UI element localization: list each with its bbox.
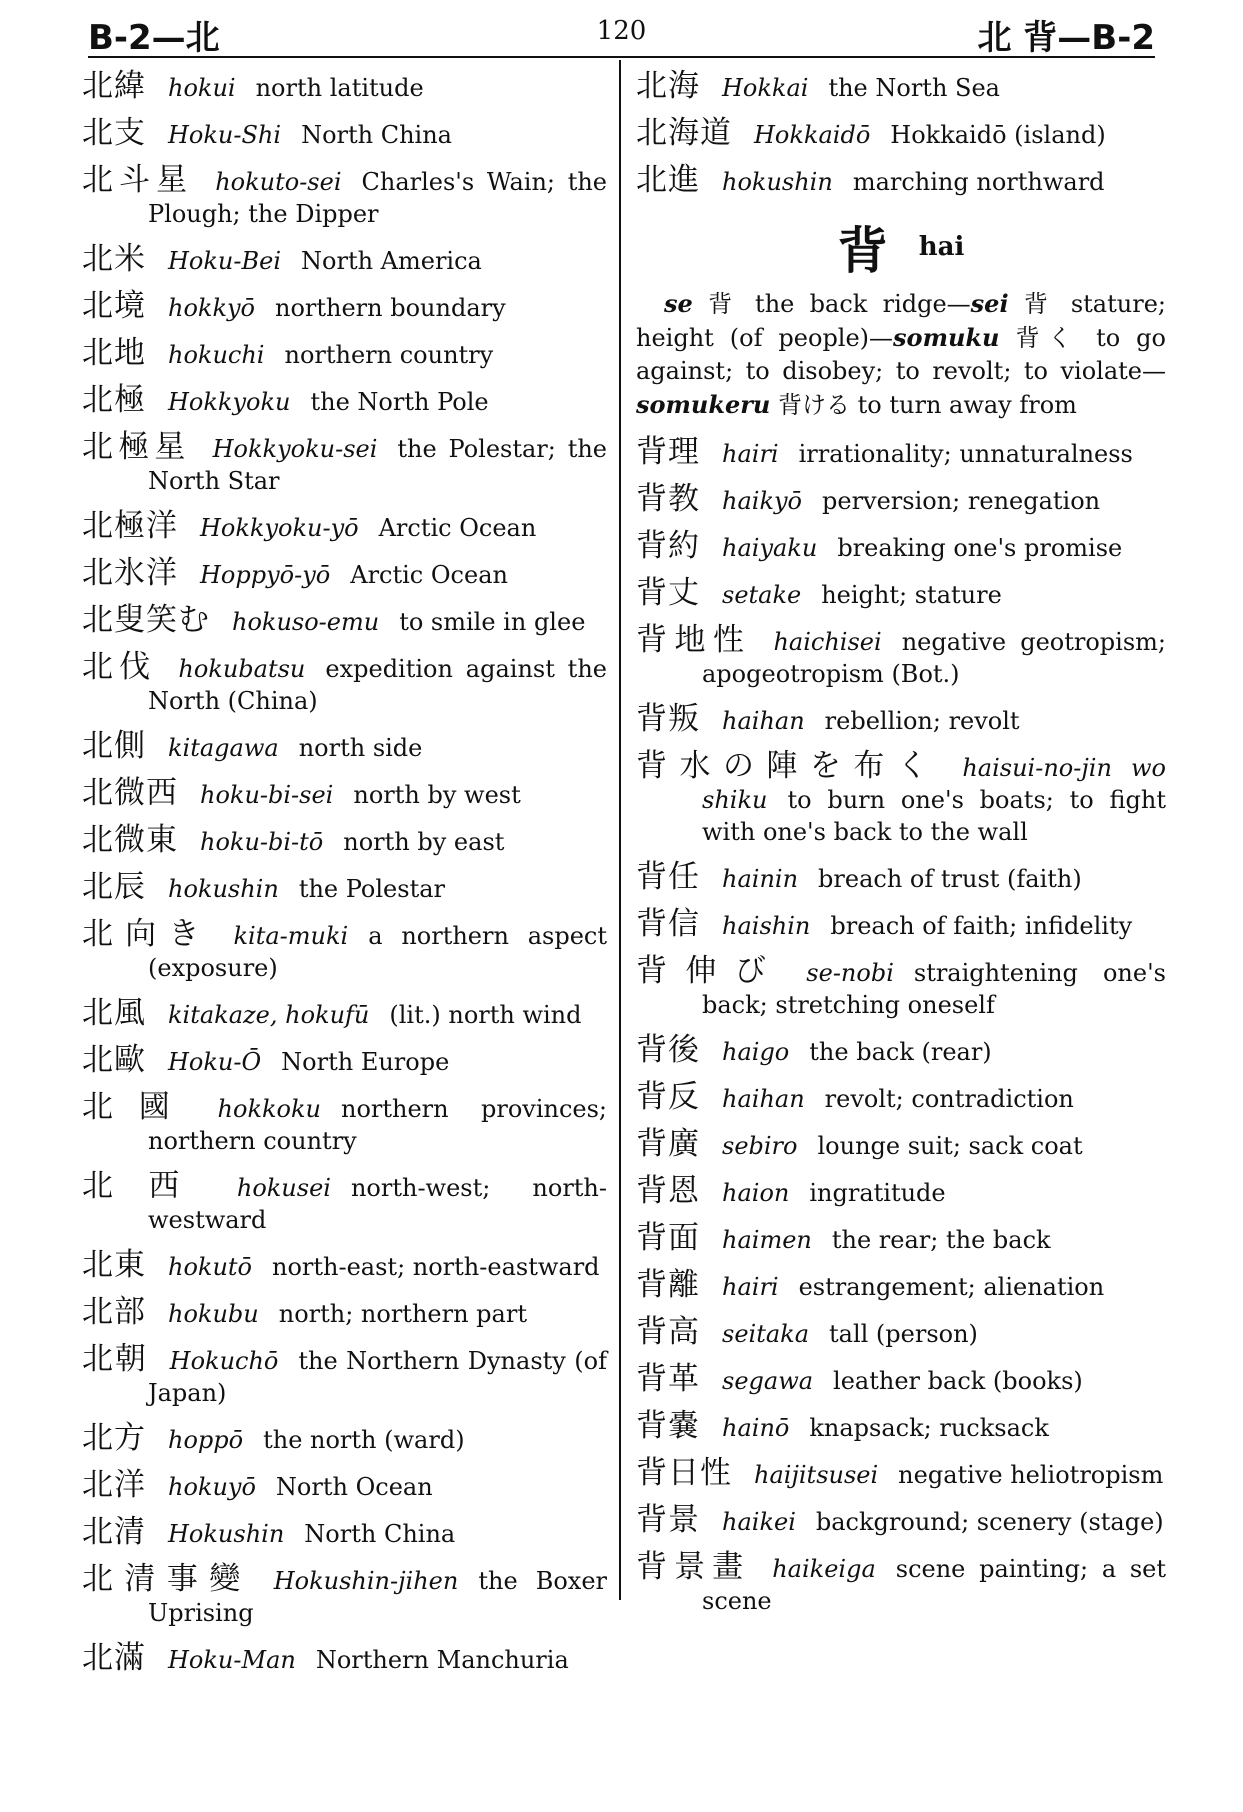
dictionary-entry [82, 824, 607, 858]
entry-romaji: se-nobi [806, 959, 894, 987]
entry-gloss: the rear; the back [831, 1226, 1051, 1254]
dictionary-entry [82, 164, 607, 230]
dictionary-entry [636, 1551, 1166, 1617]
dictionary-entry [82, 651, 607, 717]
entry-romaji: hokuto-sei [215, 168, 342, 196]
header-right-section: 北 背—B-2 [977, 18, 1155, 58]
entry-headword: 背約 [636, 528, 700, 564]
entry-gloss: Arctic Ocean [350, 561, 508, 589]
entry-headword: 北朝 [82, 1341, 148, 1377]
entry-gloss: ingratitude [809, 1179, 946, 1207]
dictionary-entry [82, 1469, 607, 1503]
header-left-section: B-2—北 [88, 18, 220, 58]
entry-gloss: perversion; renegation [822, 487, 1101, 515]
entry-romaji: hokuso-emu [232, 608, 380, 636]
entry-romaji: Hoku-Bei [168, 247, 282, 275]
entry-headword: 背高 [636, 1314, 700, 1350]
entry-headword: 北方 [82, 1420, 146, 1456]
dictionary-entry [82, 1170, 607, 1236]
entry-gloss: irrationality; unnaturalness [798, 440, 1133, 468]
entry-gloss: expedition against the North (China) [148, 655, 607, 715]
dictionary-entry [636, 955, 1166, 1021]
entry-headword: 背景 [636, 1502, 700, 1538]
entry-headword: 背景畫 [636, 1549, 751, 1585]
dictionary-entry [82, 1343, 607, 1409]
dictionary-entry [82, 730, 607, 764]
entry-romaji: haikyō [722, 487, 802, 515]
intro-romaji-4: somukeru [636, 390, 771, 419]
dictionary-entry [82, 1642, 607, 1676]
entry-romaji: Hoku-Shi [168, 121, 282, 149]
entry-romaji: haisui-no-jin wo shiku [702, 754, 1166, 814]
entry-romaji: hokkoku [217, 1095, 321, 1123]
entry-headword: 背廣 [636, 1126, 700, 1162]
entry-headword: 北進 [636, 162, 700, 198]
dictionary-entry [636, 908, 1166, 942]
entry-headword: 北歐 [82, 1042, 146, 1078]
entry-gloss: marching northward [852, 168, 1105, 196]
entry-gloss: height; stature [821, 581, 1002, 609]
entry-headword: 背理 [636, 434, 700, 470]
dictionary-entry [636, 1034, 1166, 1068]
section-kanji: 背 [837, 222, 888, 280]
entry-headword: 背日性 [636, 1455, 732, 1491]
entry-gloss: scene painting; a set scene [702, 1555, 1166, 1615]
dictionary-entry [636, 436, 1166, 470]
entry-gloss: rebellion; revolt [824, 707, 1020, 735]
entry-romaji: setake [722, 581, 802, 609]
dictionary-entry [82, 918, 607, 984]
entry-gloss: the North Sea [828, 74, 1000, 102]
entry-romaji: Hoku-Ō [168, 1048, 262, 1076]
dictionary-entry [82, 1249, 607, 1283]
column-divider [619, 60, 621, 1600]
section-heading [636, 211, 1166, 280]
entry-romaji: Hoku-Man [168, 1646, 296, 1674]
entry-headword: 北伐 [82, 649, 157, 685]
header-rule [88, 56, 1155, 58]
entry-headword: 北極 [82, 382, 146, 418]
entry-headword: 背離 [636, 1267, 700, 1303]
entry-romaji: hokusei [236, 1174, 331, 1202]
dictionary-entry [636, 750, 1166, 848]
dictionary-entry [636, 1410, 1166, 1444]
entry-headword: 背面 [636, 1220, 700, 1256]
entry-romaji: Hokushin [168, 1520, 285, 1548]
dictionary-entry [636, 1316, 1166, 1350]
entry-gloss: breach of faith; infidelity [830, 912, 1133, 940]
entry-gloss: the Polestar [298, 875, 445, 903]
entry-gloss: estrangement; alienation [798, 1273, 1105, 1301]
dictionary-entry [636, 1269, 1166, 1303]
entry-romaji: hokui [168, 74, 236, 102]
dictionary-entry [82, 1422, 607, 1456]
entry-gloss: lounge suit; sack coat [817, 1132, 1083, 1160]
entry-headword: 北叟笑む [82, 602, 210, 638]
entry-gloss: north by east [343, 828, 505, 856]
dictionary-entry [82, 557, 607, 591]
entry-headword: 背教 [636, 481, 700, 517]
entry-gloss: tall (person) [829, 1320, 978, 1348]
dictionary-entry [82, 1091, 607, 1157]
entry-headword: 背革 [636, 1361, 700, 1397]
dictionary-entry [636, 1363, 1166, 1397]
entry-headword: 北風 [82, 995, 146, 1031]
entry-gloss: to smile in glee [399, 608, 586, 636]
entry-gloss: north latitude [255, 74, 424, 102]
entry-headword: 北支 [82, 115, 146, 151]
entry-headword: 北清事變 [82, 1561, 252, 1597]
entry-romaji: kitakaze, hokufū [168, 1001, 370, 1029]
entry-gloss: breach of trust (faith) [818, 865, 1082, 893]
entry-gloss: breaking one's promise [837, 534, 1123, 562]
dictionary-entry [82, 243, 607, 277]
entry-headword: 背伸び [636, 953, 785, 989]
entry-gloss: north-west; north-westward [148, 1174, 607, 1234]
intro-romaji-1: se [664, 289, 693, 318]
entry-headword: 北極洋 [82, 508, 178, 544]
entry-romaji: hokutō [168, 1253, 252, 1281]
entry-gloss: the Boxer Uprising [148, 1567, 607, 1627]
entry-headword: 北氷洋 [82, 555, 178, 591]
entry-romaji: hairi [722, 440, 779, 468]
entry-romaji: hokkyō [168, 294, 255, 322]
entry-romaji: haihan [722, 707, 805, 735]
entry-gloss: North Ocean [275, 1473, 433, 1501]
entry-romaji: hainō [722, 1414, 790, 1442]
entry-headword: 北微西 [82, 775, 178, 811]
dictionary-entry [82, 997, 607, 1031]
entry-romaji: hokuyō [168, 1473, 256, 1501]
entry-romaji: Hokkaidō [754, 121, 871, 149]
entry-headword: 北境 [82, 288, 146, 324]
dictionary-entry [636, 483, 1166, 517]
entry-headword: 北米 [82, 241, 146, 277]
entry-gloss: Hokkaidō (island) [890, 121, 1106, 149]
entry-gloss: the Polestar; the North Star [148, 435, 607, 495]
entry-headword: 北地 [82, 335, 146, 371]
intro-kanji-4: 背ける [778, 391, 850, 419]
dictionary-entry [636, 1457, 1166, 1491]
entry-headword: 背丈 [636, 575, 700, 611]
page-header [88, 10, 1155, 58]
entry-headword: 背反 [636, 1079, 700, 1115]
entry-romaji: haiyaku [722, 534, 818, 562]
entry-headword: 背地性 [636, 622, 752, 658]
entry-gloss: north-east; north-eastward [272, 1253, 600, 1281]
entry-romaji: hokuchi [168, 341, 265, 369]
entry-romaji: Hokkai [722, 74, 809, 102]
intro-romaji-2: sei [970, 289, 1009, 318]
entry-romaji: Hokuchō [169, 1347, 279, 1375]
intro-gloss-2: stature; height (of people)— [636, 290, 1166, 352]
entry-gloss: knapsack; rucksack [809, 1414, 1049, 1442]
entry-romaji: kitagawa [168, 734, 279, 762]
entry-gloss: Charles's Wain; the Plough; the Dipper [148, 168, 608, 228]
dictionary-entry [636, 1081, 1166, 1115]
dictionary-entry [82, 1563, 607, 1629]
entry-romaji: haikeiga [772, 1555, 876, 1583]
entry-headword: 北海道 [636, 115, 732, 151]
dictionary-entry [636, 624, 1166, 690]
dictionary-entry [82, 777, 607, 811]
entry-romaji: haion [722, 1179, 790, 1207]
entry-headword: 北緯 [82, 68, 146, 104]
entry-gloss: (lit.) north wind [389, 1001, 582, 1029]
entry-headword: 北斗星 [82, 162, 194, 198]
intro-gloss-4: to turn away from [857, 391, 1077, 419]
left-column [82, 70, 607, 1689]
dictionary-entry [82, 337, 607, 371]
entry-romaji: haikei [722, 1508, 796, 1536]
entry-headword: 北西 [82, 1168, 215, 1204]
entry-gloss: North China [304, 1520, 456, 1548]
entry-gloss: North Europe [281, 1048, 450, 1076]
dictionary-entry [82, 117, 607, 151]
entry-romaji: Hoppyō-yō [200, 561, 331, 589]
entry-headword: 背恩 [636, 1173, 700, 1209]
dictionary-entry [636, 117, 1166, 151]
entry-romaji: hokushin [168, 875, 279, 903]
entry-headword: 北東 [82, 1247, 146, 1283]
entry-romaji: sebiro [722, 1132, 798, 1160]
entry-romaji: haigo [722, 1038, 790, 1066]
intro-gloss-3: to go against; to disobey; to revolt; to violate— [636, 324, 1166, 385]
dictionary-entry [636, 577, 1166, 611]
entry-headword: 背信 [636, 906, 700, 942]
entry-gloss: Arctic Ocean [378, 514, 537, 542]
entry-gloss: Northern Manchuria [315, 1646, 569, 1674]
intro-kanji-1: 背 [708, 290, 740, 318]
entry-romaji: hokushin [722, 168, 833, 196]
dictionary-entry [636, 1222, 1166, 1256]
entry-romaji: Hokushin-jihen [273, 1567, 459, 1595]
entry-romaji: haijitsusei [754, 1461, 879, 1489]
dictionary-entry [636, 861, 1166, 895]
dictionary-entry [82, 1516, 607, 1550]
entry-headword: 北微東 [82, 822, 178, 858]
dictionary-entry [82, 70, 607, 104]
entry-headword: 北辰 [82, 869, 146, 905]
entry-headword: 北部 [82, 1294, 146, 1330]
entry-gloss: the back (rear) [809, 1038, 992, 1066]
entry-romaji: hairi [722, 1273, 779, 1301]
entry-gloss: North China [301, 121, 452, 149]
entry-headword: 背水の陣を布く [636, 748, 941, 784]
entry-romaji: Hokkyoku [168, 388, 291, 416]
entry-headword: 北海 [636, 68, 700, 104]
entry-gloss: north by west [353, 781, 521, 809]
intro-kanji-3: 背く [1015, 324, 1081, 352]
entry-headword: 背叛 [636, 701, 700, 737]
entry-romaji: segawa [722, 1367, 814, 1395]
dictionary-entry [636, 70, 1166, 104]
entry-romaji: hainin [722, 865, 799, 893]
entry-headword: 北洋 [82, 1467, 146, 1503]
entry-gloss: leather back (books) [833, 1367, 1083, 1395]
right-top-entries [636, 70, 1166, 198]
entry-gloss: northern provinces; northern country [148, 1095, 608, 1155]
dictionary-entry [636, 1504, 1166, 1538]
entry-gloss: northern country [284, 341, 494, 369]
entry-headword: 北極星 [82, 429, 191, 465]
intro-gloss-1: the back ridge— [755, 290, 971, 318]
entry-gloss: revolt; contradiction [824, 1085, 1074, 1113]
entry-romaji: hoku-bi-tō [200, 828, 324, 856]
section-intro [636, 287, 1166, 422]
entry-gloss: negative geotropism; apogeotropism (Bot.) [702, 628, 1166, 688]
entry-gloss: a northern aspect (exposure) [148, 922, 608, 982]
entry-romaji: haimen [722, 1226, 812, 1254]
dictionary-entry [82, 604, 607, 638]
entry-gloss: negative heliotropism [898, 1461, 1164, 1489]
entry-romaji: hokubatsu [178, 655, 306, 683]
dictionary-entry [636, 1175, 1166, 1209]
entry-gloss: the North Pole [310, 388, 489, 416]
dictionary-entry [636, 703, 1166, 737]
dictionary-entry [636, 530, 1166, 564]
entry-gloss: the north (ward) [263, 1426, 465, 1454]
dictionary-entry [82, 290, 607, 324]
right-main-entries [636, 436, 1166, 1617]
dictionary-entry [82, 1044, 607, 1078]
entry-gloss: north side [298, 734, 423, 762]
entry-romaji: hokubu [168, 1300, 259, 1328]
entry-headword: 北國 [82, 1089, 196, 1125]
intro-romaji-3: somuku [893, 323, 1000, 352]
entry-romaji: Hokkyoku-yō [200, 514, 359, 542]
dictionary-entry [636, 1128, 1166, 1162]
entry-gloss: north; northern part [278, 1300, 527, 1328]
right-column [636, 70, 1166, 1630]
entry-romaji: seitaka [722, 1320, 809, 1348]
dictionary-entry [82, 431, 607, 497]
entry-gloss: to burn one's boats; to fight with one's back to the wall [702, 786, 1166, 846]
page-number: 120 [596, 16, 647, 46]
entry-headword: 北清 [82, 1514, 146, 1550]
entry-gloss: background; scenery (stage) [815, 1508, 1164, 1536]
intro-kanji-2: 背 [1023, 290, 1056, 318]
entry-headword: 北向き [82, 916, 212, 952]
entry-romaji: haihan [722, 1085, 805, 1113]
section-reading: hai [918, 232, 965, 262]
entry-gloss: straightening one's back; stretching oneself [702, 959, 1166, 1019]
entry-headword: 北滿 [82, 1640, 146, 1676]
entry-gloss: northern boundary [275, 294, 506, 322]
dictionary-entry [636, 164, 1166, 198]
entry-romaji: Hokkyoku-sei [212, 435, 378, 463]
dictionary-entry [82, 871, 607, 905]
entry-gloss: the Northern Dynasty (of Japan) [148, 1347, 607, 1407]
entry-headword: 北側 [82, 728, 146, 764]
entry-gloss: North America [301, 247, 482, 275]
entry-headword: 背後 [636, 1032, 700, 1068]
entry-romaji: haichisei [773, 628, 882, 656]
entry-headword: 背任 [636, 859, 700, 895]
dictionary-entry [82, 1296, 607, 1330]
entry-romaji: hoppō [168, 1426, 244, 1454]
entry-romaji: hoku-bi-sei [200, 781, 334, 809]
entry-headword: 背嚢 [636, 1408, 700, 1444]
entry-romaji: kita-muki [233, 922, 349, 950]
dictionary-entry [82, 384, 607, 418]
dictionary-entry [82, 510, 607, 544]
entry-romaji: haishin [722, 912, 811, 940]
